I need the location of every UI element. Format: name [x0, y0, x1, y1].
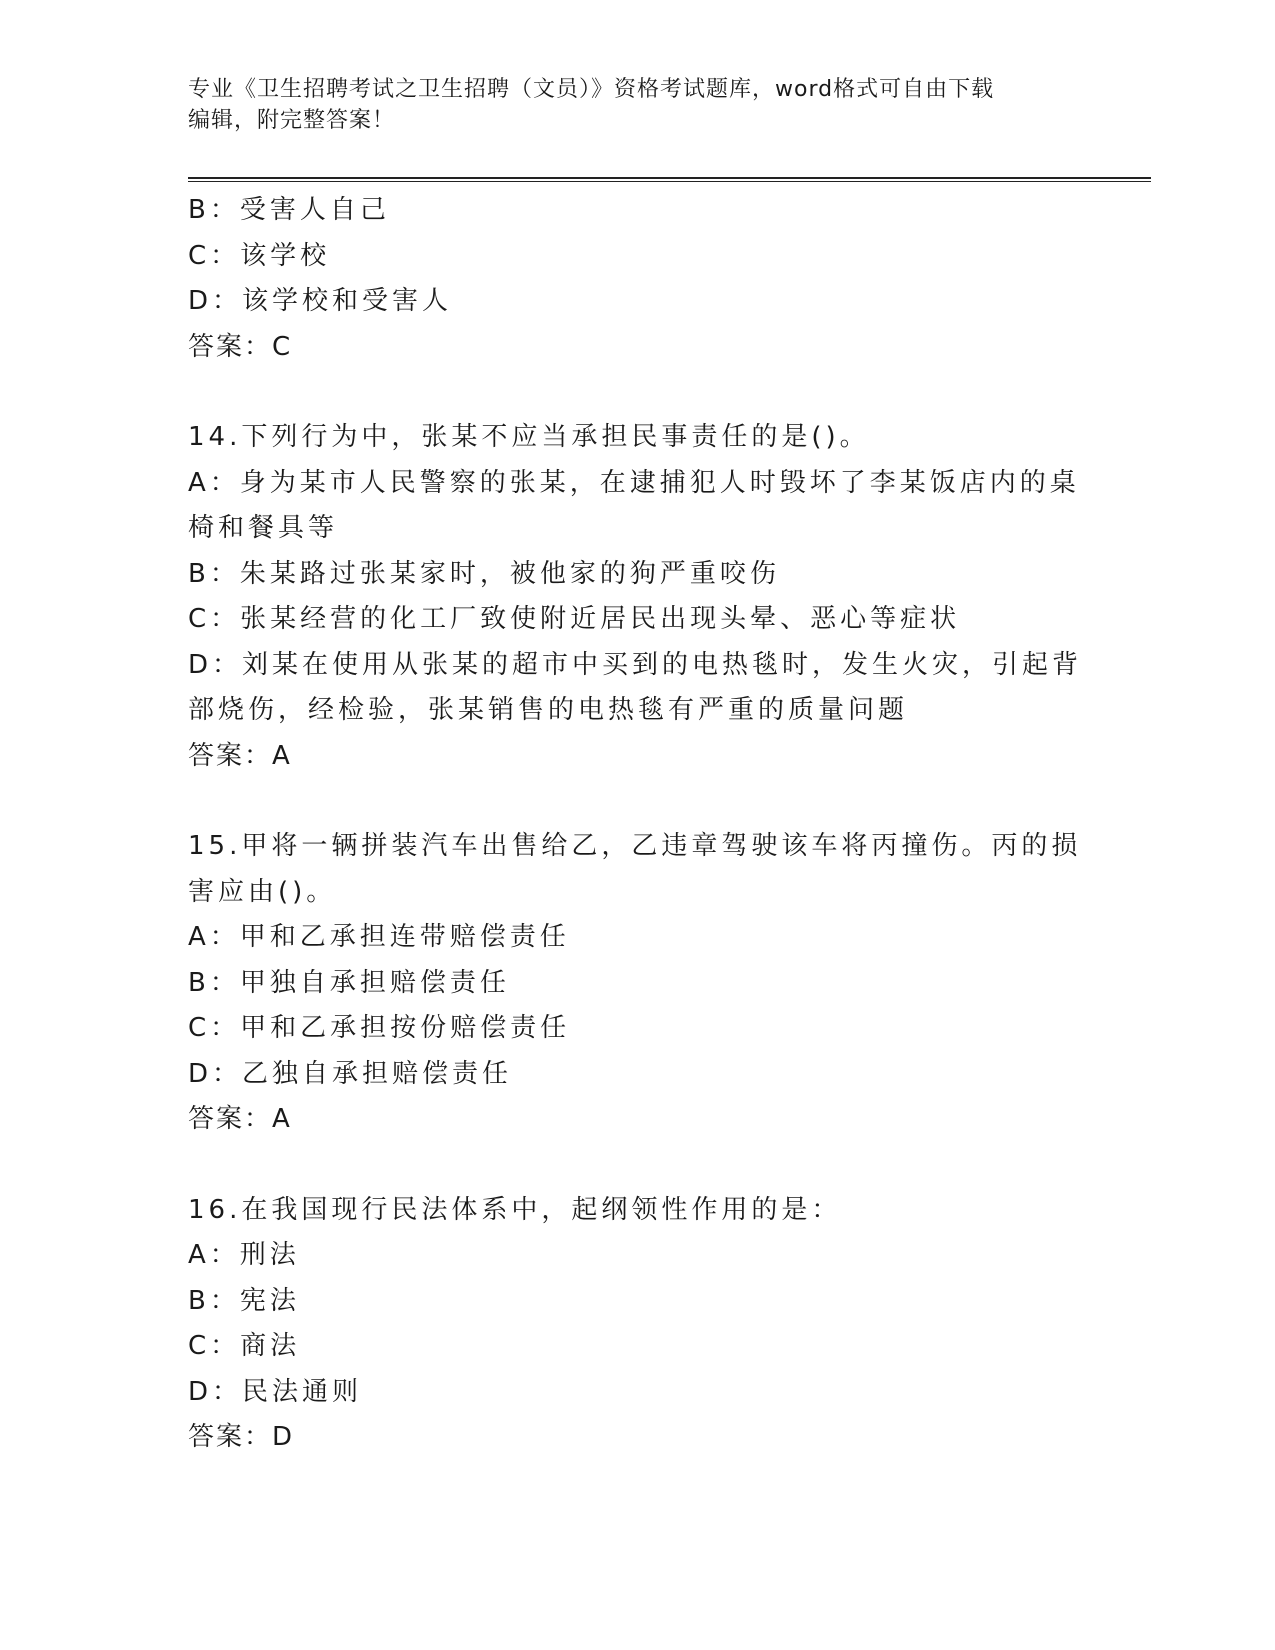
question-16 [188, 1188, 1088, 1461]
question-15 [188, 824, 1088, 1143]
question-list [188, 188, 1088, 1461]
option-a: A：刑法 [188, 1240, 300, 1270]
option-d: D：刘某在使用从张某的超市中买到的电热毯时，发生火灾，引起背部烧伤，经检验，张某销售的电热毯有严重的质量问题 [188, 649, 1083, 725]
option-c: C：商法 [188, 1331, 301, 1361]
option-b: B：宪法 [188, 1285, 300, 1316]
spacer [188, 370, 1088, 415]
option-c: C：张某经营的化工厂致使附近居民出现头晕、恶心等症状 [188, 604, 961, 634]
option-a: A：身为某市人民警察的张某，在逮捕犯人时毁坏了李某饭店内的桌椅和餐具等 [188, 467, 1080, 543]
option-b: B：受害人自己 [188, 195, 390, 225]
option-d: D：该学校和受害人 [188, 286, 453, 316]
question-13-tail [188, 188, 1088, 370]
answer-label: 答案：A [188, 740, 292, 771]
option-c: C：该学校 [188, 240, 331, 271]
spacer [188, 779, 1088, 824]
question-text: 15.甲将一辆拼装汽车出售给乙，乙违章驾驶该车将丙撞伤。丙的损害应由()。 [188, 831, 1082, 907]
option-a: A：甲和乙承担连带赔偿责任 [188, 922, 570, 952]
document-header [188, 74, 1088, 136]
answer-label: 答案：A [188, 1104, 292, 1134]
header-line-2: 编辑，附完整答案！ [188, 108, 396, 133]
option-d: D：民法通则 [188, 1376, 363, 1407]
option-d: D：乙独自承担赔偿责任 [188, 1058, 513, 1089]
header-rule-thick [188, 177, 1151, 179]
header-line-1: 专业《卫生招聘考试之卫生招聘（文员）》资格考试题库，word格式可自由下载 [188, 77, 995, 102]
option-c: C：甲和乙承担按份赔偿责任 [188, 1013, 571, 1043]
question-text: 14.下列行为中，张某不应当承担民事责任的是()。 [188, 422, 870, 452]
option-b: B：朱某路过张某家时，被他家的狗严重咬伤 [188, 558, 780, 589]
question-text: 16.在我国现行民法体系中，起纲领性作用的是： [188, 1194, 842, 1225]
answer-label: 答案：D [188, 1422, 295, 1452]
spacer [188, 1143, 1088, 1188]
option-b: B：甲独自承担赔偿责任 [188, 967, 510, 998]
header-rule-thin [188, 181, 1151, 182]
question-14 [188, 415, 1088, 779]
answer-label: 答案：C [188, 331, 293, 362]
